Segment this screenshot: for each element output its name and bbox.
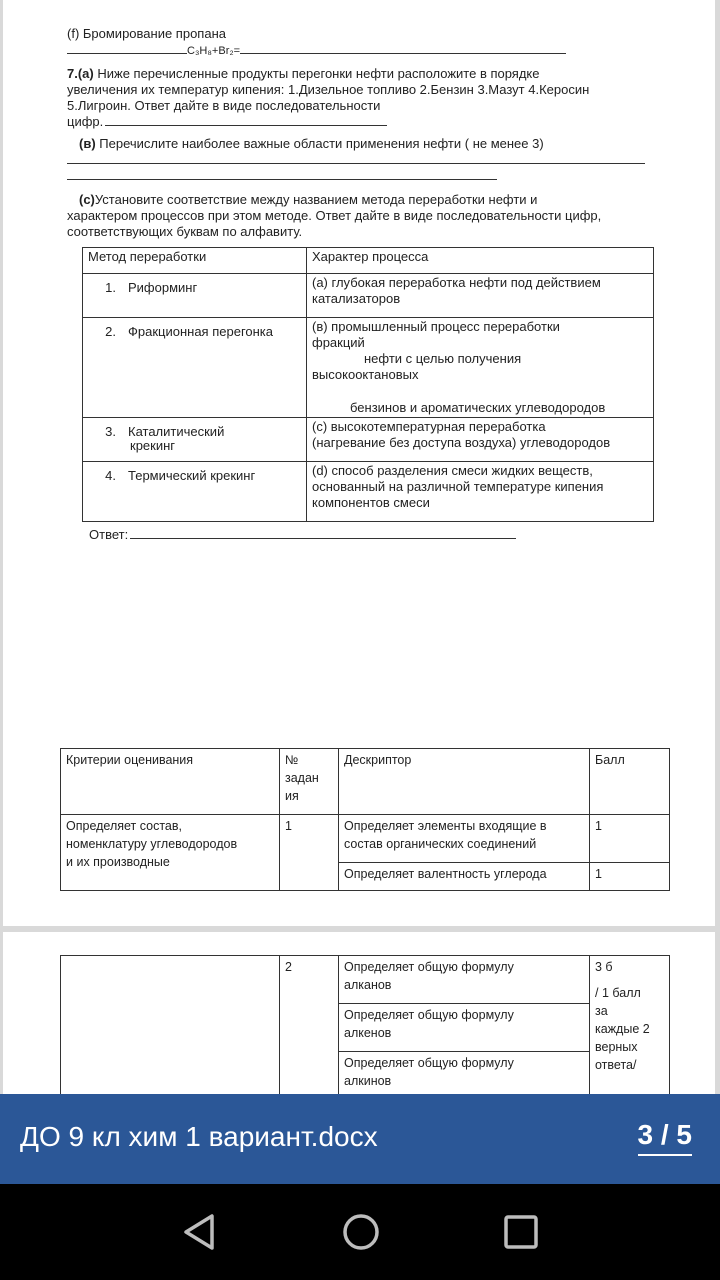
score-cell: 1 <box>590 863 670 891</box>
criteria-cell <box>61 956 280 1100</box>
recents-square-icon <box>501 1212 541 1252</box>
method-cell: 3. Каталитический крекинг <box>83 418 307 462</box>
table-row <box>83 418 654 462</box>
document-info-bar <box>0 1094 720 1184</box>
question-7c-line3: соответствующих буквам по алфавиту. <box>67 224 303 239</box>
document-page-4 <box>3 932 715 1102</box>
question-f-answer-line: C₃H₈+Br₂= <box>67 42 566 59</box>
back-triangle-icon <box>180 1212 220 1252</box>
task-number-cell: 1 <box>280 815 339 891</box>
process-cell: (d) способ разделения смеси жидких веществ, основанный на различной температуре кипения компонентов смеси <box>307 462 654 522</box>
question-7a-line4: цифр. <box>67 114 387 130</box>
document-page-3 <box>3 0 715 926</box>
question-7c-line2: характером процессов при этом методе. Ответ дайте в виде последовательности цифр, <box>67 208 602 223</box>
descriptor-cell: Определяет общую формулу алкинов <box>339 1052 590 1100</box>
criteria-cell: Определяет состав, номенклатуру углеводородов и их производные <box>61 815 280 891</box>
table-header-method: Метод переработки <box>83 248 307 274</box>
answer-line: Ответ: <box>89 527 516 543</box>
table-row <box>83 462 654 522</box>
process-cell: (с) высокотемпературная переработка (нагревание без доступа воздуха) углеводородов <box>307 418 654 462</box>
home-circle-icon <box>341 1212 381 1252</box>
table-row <box>83 318 654 418</box>
method-cell: 1. Риформинг <box>83 274 307 318</box>
question-7b-answer-line1 <box>67 152 645 168</box>
descriptor-cell: Определяет общую формулу алканов <box>339 956 590 1004</box>
table-row <box>61 956 670 1004</box>
score-header: Балл <box>590 749 670 815</box>
method-cell: 4. Термический крекинг <box>83 462 307 522</box>
question-f-label: (f) Бромирование пропана <box>67 26 226 41</box>
question-7a: 7.(а) Ниже перечисленные продукты перегонки нефти расположите в порядке <box>67 66 540 81</box>
home-button[interactable] <box>341 1212 381 1252</box>
table-header-process: Характер процесса <box>307 248 654 274</box>
recents-button[interactable] <box>501 1212 541 1252</box>
criteria-table-continued <box>60 955 670 1100</box>
criteria-header: Критерии оценивания <box>61 749 280 815</box>
score-cell: 1 <box>590 815 670 863</box>
question-7b: (в) Перечислите наиболее важные области применения нефти ( не менее 3) <box>79 136 544 151</box>
question-7a-line2: увеличения их температур кипения: 1.Дизельное топливо 2.Бензин 3.Мазут 4.Керосин <box>67 82 590 97</box>
matching-table <box>82 247 654 522</box>
descriptor-cell: Определяет элементы входящие в состав органических соединений <box>339 815 590 863</box>
descriptor-cell: Определяет валентность углерода <box>339 863 590 891</box>
page-counter[interactable]: 3 / 5 <box>638 1118 692 1156</box>
document-title: ДО 9 кл хим 1 вариант.docx <box>20 1121 378 1152</box>
task-number-cell: 2 <box>280 956 339 1100</box>
descriptor-cell: Определяет общую формулу алкенов <box>339 1004 590 1052</box>
question-7c: (с)Установите соответствие между названием метода переработки нефти и <box>79 192 538 207</box>
question-7a-line3: 5.Лигроин. Ответ дайте в виде последовательности <box>67 98 381 113</box>
process-cell: (а) глубокая переработка нефти под действием катализаторов <box>307 274 654 318</box>
descriptor-header: Дескриптор <box>339 749 590 815</box>
system-navigation-bar <box>0 1184 720 1280</box>
task-number-header: № задан ия <box>280 749 339 815</box>
criteria-table <box>60 748 670 891</box>
table-row <box>83 274 654 318</box>
score-cell: 3 б / 1 балл за каждые 2 верных ответа/ <box>590 956 670 1100</box>
question-7b-answer-line2 <box>67 168 497 184</box>
table-row <box>61 815 670 863</box>
back-button[interactable] <box>180 1212 220 1252</box>
method-cell: 2. Фракционная перегонка <box>83 318 307 418</box>
process-cell: (в) промышленный процесс переработки фракций нефти с целью получения высокооктановых бензинов и ароматических углеводородов <box>307 318 654 418</box>
